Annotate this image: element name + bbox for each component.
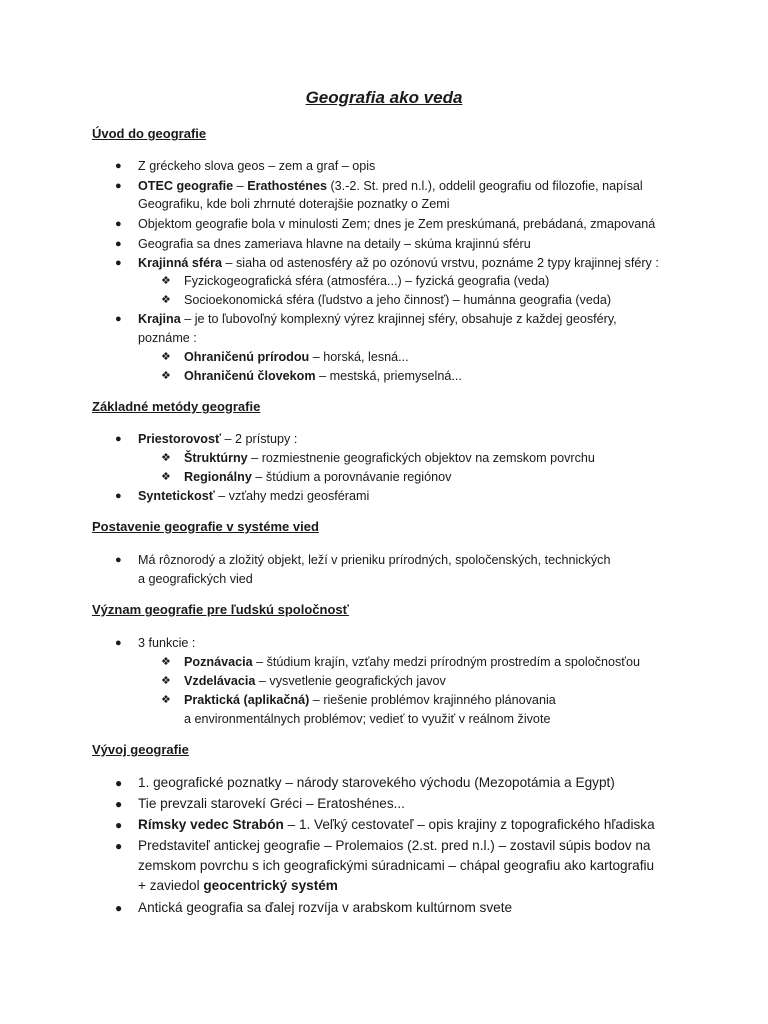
diamond-bullet-icon: ❖: [161, 452, 171, 464]
bullet-icon: ●: [115, 490, 122, 502]
sub-list-item: Ohraničenú prírodou – horská, lesná...: [184, 350, 409, 364]
sub-list-item: Socioekonomická sféra (ľudstvo a jeho činnosť) – humánna geografia (veda): [184, 293, 612, 307]
diamond-bullet-icon: ❖: [161, 370, 171, 382]
list-item: OTEC geografie – Erathosténes (3.-2. St. pred n.l.), oddelil geografiu od filozofie, napísal: [138, 179, 643, 193]
diamond-bullet-icon: ❖: [161, 694, 171, 706]
bullet-icon: ●: [115, 637, 122, 649]
list-item: Objektom geografie bola v minulosti Zem; dnes je Zem preskúmaná, prebádaná, zmapovaná: [138, 217, 656, 231]
list-item: Antická geografia sa ďalej rozvíja v arabskom kultúrnom svete: [138, 900, 513, 915]
list-item: Krajinná sféra – siaha od astenosféry až po ozónovú vrstvu, poznáme 2 typy krajinnej sféry :: [138, 256, 659, 270]
diamond-bullet-icon: ❖: [161, 275, 171, 287]
bullet-icon: ●: [115, 554, 122, 566]
bullet-icon: ●: [115, 160, 122, 172]
sub-list-item: Vzdelávacia – vysvetlenie geografických javov: [184, 674, 446, 688]
list-item: Krajina – je to ľubovoľný komplexný výrez krajinnej sféry, obsahuje z každej geosféry,: [138, 312, 617, 326]
bullet-icon: ●: [115, 313, 122, 325]
diamond-bullet-icon: ❖: [161, 675, 171, 687]
list-item: Syntetickosť – vzťahy medzi geosférami: [138, 489, 370, 503]
sub-list-item-continuation: a environmentálnych problémov; vedieť to využiť v reálnom živote: [184, 712, 551, 726]
sub-list-item: Poznávacia – štúdium krajín, vzťahy medzi prírodným prostredím a spoločnosťou: [184, 655, 641, 669]
sub-list-item: Regionálny – štúdium a porovnávanie regiónov: [184, 470, 452, 484]
diamond-bullet-icon: ❖: [161, 656, 171, 668]
list-item: 1. geografické poznatky – národy starovekého východu (Mezopotámia a Egypt): [138, 775, 615, 790]
diamond-bullet-icon: ❖: [161, 471, 171, 483]
list-item: 3 funkcie :: [138, 636, 196, 650]
bullet-icon: ●: [115, 433, 122, 445]
section-heading-methods: Základné metódy geografie: [92, 399, 261, 414]
bullet-icon: ●: [115, 797, 123, 811]
diamond-bullet-icon: ❖: [161, 294, 171, 306]
sub-list-item: Fyzickogeografická sféra (atmosféra...) – fyzická geografia (veda): [184, 274, 550, 288]
list-item-continuation: poznáme :: [138, 331, 197, 345]
list-item: Priestorovosť – 2 prístupy :: [138, 432, 298, 446]
bullet-icon: ●: [115, 238, 122, 250]
diamond-bullet-icon: ❖: [161, 351, 171, 363]
bullet-icon: ●: [115, 901, 123, 915]
sub-list-item: Praktická (aplikačná) – riešenie problémov krajinného plánovania: [184, 693, 556, 707]
section-heading-intro: Úvod do geografie: [92, 126, 207, 141]
list-item: Geografia sa dnes zameriava hlavne na detaily – skúma krajinnú sféru: [138, 237, 531, 251]
bullet-icon: ●: [115, 257, 122, 269]
section-heading-development: Vývoj geografie: [92, 742, 189, 757]
list-item-continuation: zemskom povrchu s ich geografickými súradnicami – chápal geografiu ako kartografiu: [138, 858, 655, 873]
list-item-continuation: Geografiku, kde boli zhrnuté doterajšie poznatky o Zemi: [138, 197, 450, 211]
sub-list-item: Ohraničenú človekom – mestská, priemyselná...: [184, 369, 462, 383]
list-item: Predstaviteľ antickej geografie – Prolemaios (2.st. pred n.l.) – zostavil súpis bodov na: [138, 838, 651, 853]
sub-list-item: Štruktúrny – rozmiestnenie geografických objektov na zemskom povrchu: [184, 451, 595, 465]
bullet-icon: ●: [115, 218, 122, 230]
bullet-icon: ●: [115, 776, 123, 790]
bullet-icon: ●: [115, 180, 122, 192]
bullet-icon: ●: [115, 839, 123, 853]
list-item: Má rôznorodý a zložitý objekt, leží v prieniku prírodných, spoločenských, technických: [138, 553, 611, 567]
section-heading-position: Postavenie geografie v systéme vied: [92, 519, 319, 534]
bullet-icon: ●: [115, 818, 123, 832]
list-item: Z gréckeho slova geos – zem a graf – opis: [138, 159, 376, 173]
document-title: Geografia ako veda: [305, 88, 463, 107]
list-item-continuation: + zaviedol geocentrický systém: [138, 878, 338, 893]
section-heading-significance: Význam geografie pre ľudskú spoločnosť: [92, 602, 349, 617]
list-item: Rímsky vedec Strabón – 1. Veľký cestovateľ – opis krajiny z topografického hľadiska: [138, 817, 655, 832]
list-item: Tie prevzali starovekí Gréci – Eratoshénes...: [138, 796, 405, 811]
list-item-continuation: a geografických vied: [138, 572, 253, 586]
